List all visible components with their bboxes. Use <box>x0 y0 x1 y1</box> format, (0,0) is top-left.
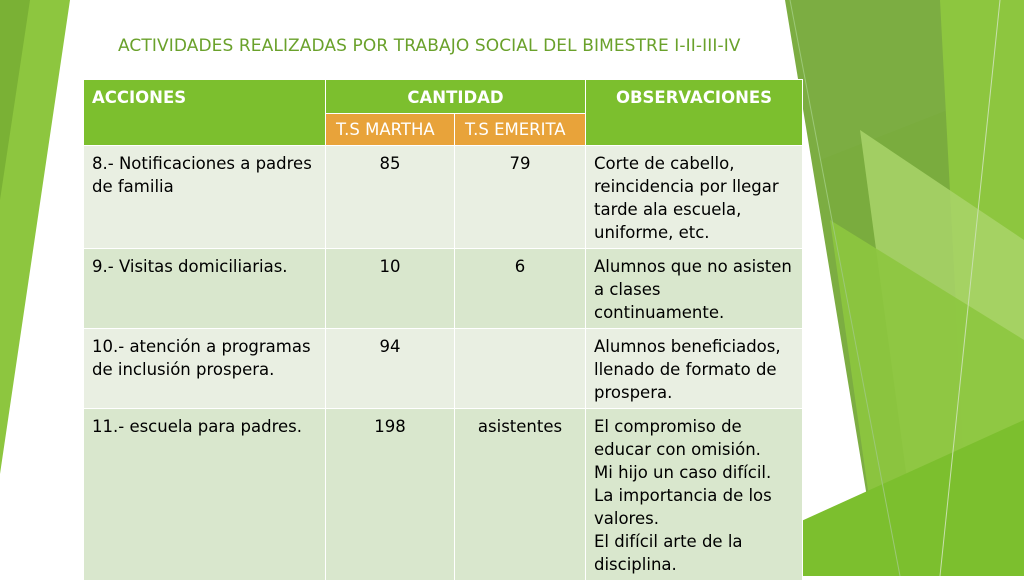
cell-accion: 11.- escuela para padres. <box>84 409 326 581</box>
header-acciones: ACCIONES <box>84 80 326 146</box>
table-row <box>84 329 803 409</box>
cell-martha: 94 <box>326 329 455 409</box>
header-observaciones: OBSERVACIONES <box>586 80 803 146</box>
table-row <box>84 249 803 329</box>
cell-observaciones: Corte de cabello, reincidencia por llegar tarde ala escuela, uniforme, etc. <box>586 146 803 249</box>
observacion-line: El difícil arte de la disciplina. <box>594 532 743 574</box>
cell-emerita: asistentes <box>455 409 586 581</box>
cell-observaciones: Alumnos beneficiados, llenado de formato de prospera. <box>586 329 803 409</box>
cell-accion: 9.- Visitas domiciliarias. <box>84 249 326 329</box>
observacion-line: Mi hijo un caso difícil. <box>594 463 772 482</box>
cell-accion: 8.- Notificaciones a padres de familia <box>84 146 326 249</box>
header-cantidad: CANTIDAD <box>326 80 586 114</box>
cell-martha: 10 <box>326 249 455 329</box>
cell-observaciones: Alumnos que no asisten a clases continuamente. <box>586 249 803 329</box>
cell-martha: 85 <box>326 146 455 249</box>
cell-emerita <box>455 329 586 409</box>
observacion-line: El compromiso de educar con omisión. <box>594 417 761 459</box>
subheader-ts-martha: T.S MARTHA <box>326 114 455 146</box>
cell-accion: 10.- atención a programas de inclusión prospera. <box>84 329 326 409</box>
cell-emerita: 6 <box>455 249 586 329</box>
activities-table <box>83 79 803 581</box>
cell-martha: 198 <box>326 409 455 581</box>
table-row <box>84 409 803 581</box>
cell-emerita: 79 <box>455 146 586 249</box>
subheader-ts-emerita: T.S EMERITA <box>455 114 586 146</box>
table-row <box>84 146 803 249</box>
observacion-line: La importancia de los valores. <box>594 486 772 528</box>
cell-observaciones <box>586 409 803 581</box>
slide-title: ACTIVIDADES REALIZADAS POR TRABAJO SOCIAL DEL BIMESTRE I-II-III-IV <box>118 36 741 56</box>
